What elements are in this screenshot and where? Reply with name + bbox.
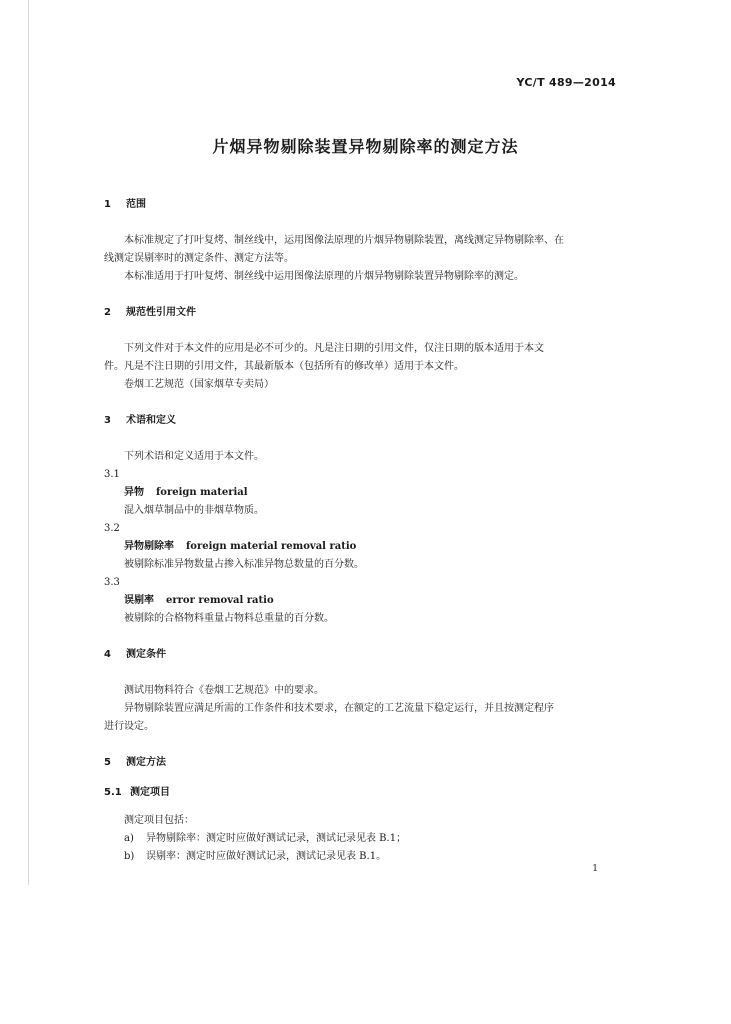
- section-title: 规范性引用文件: [126, 307, 196, 318]
- term-en: foreign material removal ratio: [186, 541, 357, 552]
- term-cn: 异物剔除率: [124, 541, 174, 552]
- standard-code: YC/T 489—2014: [516, 76, 616, 89]
- term-number: 3.1: [104, 469, 120, 480]
- page-number: 1: [592, 864, 598, 874]
- paragraph-line: 测定项目包括：: [124, 815, 194, 826]
- section-title: 范围: [126, 199, 146, 210]
- list-text: 误剔率：测定时应做好测试记录，测试记录见表 B.1。: [146, 851, 387, 862]
- term-cn: 误剔率: [124, 595, 154, 606]
- paragraph-line: 进行设定。: [104, 721, 154, 732]
- section-number: 4: [104, 649, 111, 660]
- scan-edge-line: [28, 0, 29, 885]
- list-text: 异物剔除率：测定时应做好测试记录，测试记录见表 B.1；: [146, 833, 407, 844]
- term-number: 3.3: [104, 577, 120, 588]
- paragraph-line: 异物剔除装置应满足所需的工作条件和技术要求，在额定的工艺流量下稳定运行，并且按测定程序: [124, 703, 554, 714]
- section-2-heading: [104, 306, 196, 320]
- list-item: [124, 850, 386, 864]
- term-number: 3.2: [104, 523, 120, 534]
- page-title: 片烟异物剔除装置异物剔除率的测定方法: [212, 137, 519, 156]
- term-heading: [124, 594, 274, 608]
- list-label: b): [124, 851, 135, 862]
- paragraph-line: 测试用物料符合《卷烟工艺规范》中的要求。: [124, 685, 324, 696]
- list-label: a): [124, 833, 134, 844]
- section-title: 术语和定义: [126, 415, 176, 426]
- term-en: foreign material: [156, 487, 248, 498]
- paragraph-line: 线测定误剔率时的测定条件、测定方法等。: [104, 253, 294, 264]
- section-title: 测定方法: [126, 757, 166, 768]
- section-5-heading: [104, 756, 166, 770]
- section-number: 3: [104, 415, 111, 426]
- paragraph-line: 下列文件对于本文件的应用是必不可少的。凡是注日期的引用文件，仅注日期的版本适用于本文: [124, 343, 544, 354]
- paragraph-line: 下列术语和定义适用于本文件。: [124, 451, 264, 462]
- list-item: [124, 832, 406, 846]
- subsection-title: 测定项目: [130, 787, 170, 798]
- term-cn: 异物: [124, 487, 144, 498]
- subsection-number: 5.1: [104, 787, 122, 798]
- section-3-heading: [104, 414, 176, 428]
- paragraph-line: 本标准适用于打叶复烤、制丝线中运用图像法原理的片烟异物剔除装置异物剔除率的测定。: [124, 271, 524, 282]
- paragraph-line: 件。凡是不注日期的引用文件，其最新版本（包括所有的修改单）适用于本文件。: [104, 361, 464, 372]
- section-title: 测定条件: [126, 649, 166, 660]
- section-4-heading: [104, 648, 166, 662]
- section-number: 5: [104, 757, 111, 768]
- term-heading: [124, 486, 248, 500]
- term-definition: 混入烟草制品中的非烟草物质。: [124, 505, 264, 516]
- paragraph-line: 本标准规定了打叶复烤、制丝线中，运用图像法原理的片烟异物剔除装置，离线测定异物剔除率、在: [124, 235, 564, 246]
- term-definition: 被剔除标准异物数量占掺入标准异物总数量的百分数。: [124, 559, 364, 570]
- term-en: error removal ratio: [166, 595, 274, 606]
- term-heading: [124, 540, 356, 554]
- reference-entry: 卷烟工艺规范（国家烟草专卖局）: [124, 379, 274, 390]
- section-number: 1: [104, 199, 111, 210]
- section-1-heading: [104, 198, 146, 212]
- subsection-5-1-heading: [104, 786, 170, 800]
- section-number: 2: [104, 307, 111, 318]
- term-definition: 被剔除的合格物料重量占物料总重量的百分数。: [124, 613, 334, 624]
